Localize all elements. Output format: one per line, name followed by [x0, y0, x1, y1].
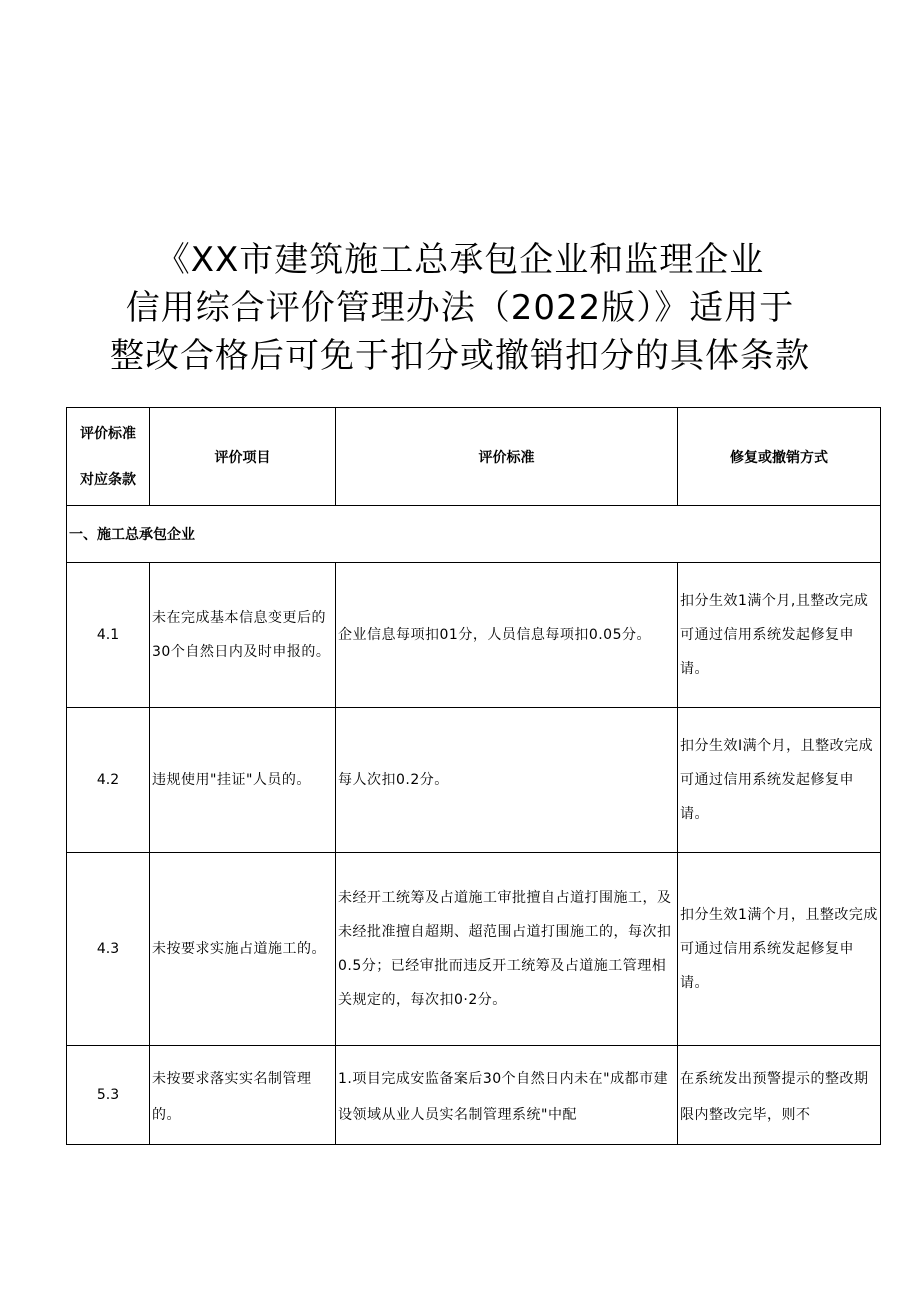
header-item: 评价项目	[150, 408, 336, 506]
header-standard: 评价标准	[336, 408, 678, 506]
title-line-3: 整改合格后可免于扣分或撤销扣分的具体条款	[110, 336, 810, 376]
header-clause	[67, 408, 150, 506]
table-row	[67, 853, 881, 1046]
table-row	[67, 563, 881, 708]
header-remedy: 修复或撤销方式	[678, 408, 881, 506]
remedy-method: 扣分生效1满个月,且整改完成可通过信用系统发起修复申请。	[678, 563, 881, 708]
header-clause-line2: 对应条款	[80, 471, 136, 488]
clause-code: 4.3	[67, 853, 150, 1046]
remedy-method: 扣分生效1满个月，且整改完成可通过信用系统发起修复申请。	[678, 853, 881, 1046]
evaluation-standard: 未经开工统筹及占道施工审批擅自占道打围施工，及未经批准擅自超期、超范围占道打围施工的，每次扣0.5分；已经审批而违反开工统筹及占道施工管理相关规定的，每次扣0·2分。	[336, 853, 678, 1046]
remedy-method: 在系统发出预警提示的整改期限内整改完毕，则不	[678, 1046, 881, 1145]
table-row	[67, 708, 881, 853]
remedy-method: 扣分生效I满个月，且整改完成可通过信用系统发起修复申请。	[678, 708, 881, 853]
evaluation-standard: 每人次扣0.2分。	[336, 708, 678, 853]
clause-code: 5.3	[67, 1046, 150, 1145]
clause-code: 4.1	[67, 563, 150, 708]
criteria-table	[66, 407, 881, 1145]
evaluation-item: 未在完成基本信息变更后的30个自然日内及时申报的。	[150, 563, 336, 708]
evaluation-item: 未按要求落实实名制管理的。	[150, 1046, 336, 1145]
evaluation-item: 未按要求实施占道施工的。	[150, 853, 336, 1046]
section-row	[67, 506, 881, 563]
evaluation-item: 违规使用"挂证"人员的。	[150, 708, 336, 853]
table-header-row	[67, 408, 881, 506]
section-title: 一、施工总承包企业	[67, 506, 881, 563]
clause-code: 4.2	[67, 708, 150, 853]
document-title	[0, 236, 920, 380]
title-line-2: 信用综合评价管理办法（2022版）》适用于	[125, 288, 795, 328]
header-clause-line1: 评价标准	[80, 425, 136, 442]
table-row	[67, 1046, 881, 1145]
evaluation-standard: 1.项目完成安监备案后30个自然日内未在"成都市建设领域从业人员实名制管理系统"中配	[336, 1046, 678, 1145]
title-line-1: 《XX市建筑施工总承包企业和监理企业	[155, 240, 765, 280]
evaluation-standard: 企业信息每项扣01分，人员信息每项扣0.05分。	[336, 563, 678, 708]
